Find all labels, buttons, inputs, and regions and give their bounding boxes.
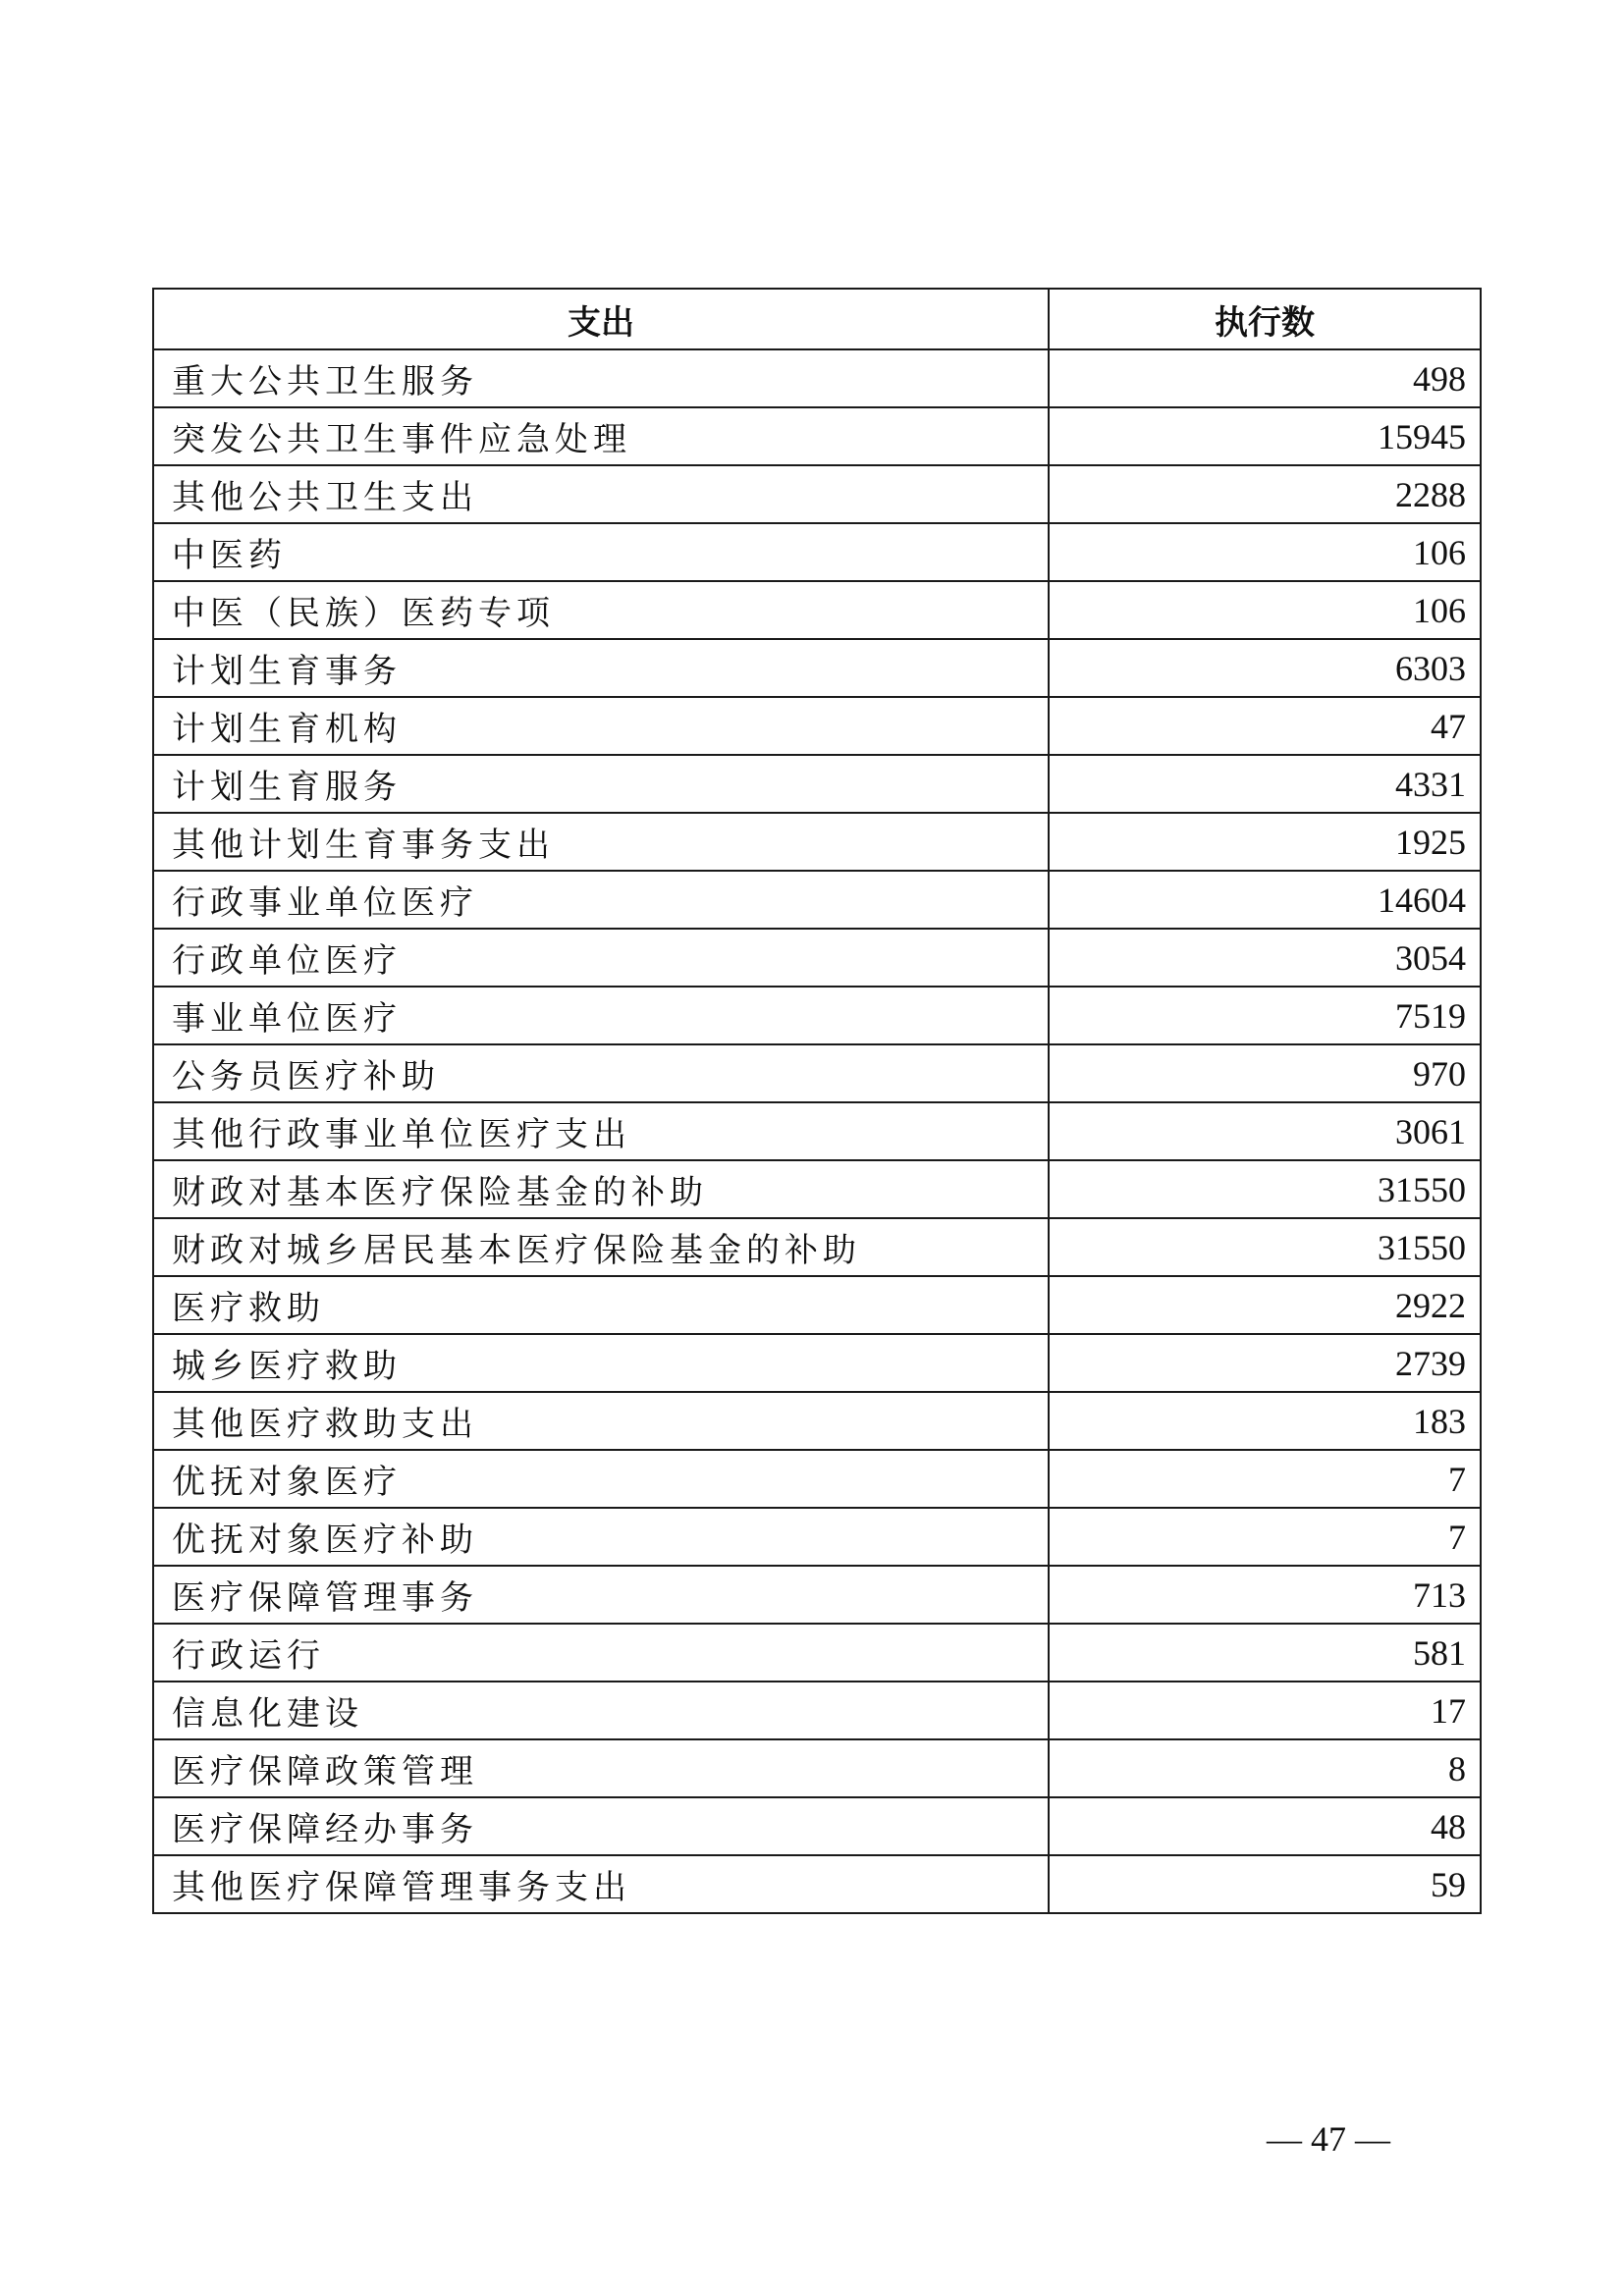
table-row — [153, 1160, 1481, 1218]
row-item-name: 重大公共卫生服务 — [153, 349, 1049, 407]
table-row — [153, 871, 1481, 929]
row-item-value: 31550 — [1049, 1218, 1481, 1276]
row-item-name: 行政事业单位医疗 — [153, 871, 1049, 929]
row-item-name: 计划生育服务 — [153, 755, 1049, 813]
table-row — [153, 1682, 1481, 1739]
table-header-row — [153, 289, 1481, 349]
expenditure-table-container — [152, 288, 1480, 1914]
row-item-value: 47 — [1049, 697, 1481, 755]
row-item-value: 106 — [1049, 581, 1481, 639]
row-item-name: 其他公共卫生支出 — [153, 465, 1049, 523]
row-item-name: 其他医疗保障管理事务支出 — [153, 1855, 1049, 1913]
row-item-value: 2922 — [1049, 1276, 1481, 1334]
row-item-name: 优抚对象医疗补助 — [153, 1508, 1049, 1566]
row-item-value: 8 — [1049, 1739, 1481, 1797]
row-item-value: 14604 — [1049, 871, 1481, 929]
table-row — [153, 1450, 1481, 1508]
row-item-value: 7519 — [1049, 987, 1481, 1044]
table-row — [153, 755, 1481, 813]
table-row — [153, 465, 1481, 523]
table-row — [153, 1102, 1481, 1160]
row-item-value: 3061 — [1049, 1102, 1481, 1160]
row-item-name: 事业单位医疗 — [153, 987, 1049, 1044]
row-item-value: 17 — [1049, 1682, 1481, 1739]
row-item-name: 医疗救助 — [153, 1276, 1049, 1334]
row-item-name: 医疗保障政策管理 — [153, 1739, 1049, 1797]
row-item-value: 7 — [1049, 1450, 1481, 1508]
row-item-value: 2739 — [1049, 1334, 1481, 1392]
row-item-name: 行政运行 — [153, 1624, 1049, 1682]
table-row — [153, 581, 1481, 639]
row-item-value: 31550 — [1049, 1160, 1481, 1218]
row-item-value: 2288 — [1049, 465, 1481, 523]
row-item-value: 1925 — [1049, 813, 1481, 871]
row-item-value: 183 — [1049, 1392, 1481, 1450]
row-item-name: 财政对城乡居民基本医疗保险基金的补助 — [153, 1218, 1049, 1276]
row-item-value: 6303 — [1049, 639, 1481, 697]
table-row — [153, 1566, 1481, 1624]
row-item-value: 48 — [1049, 1797, 1481, 1855]
row-item-name: 信息化建设 — [153, 1682, 1049, 1739]
row-item-value: 713 — [1049, 1566, 1481, 1624]
row-item-value: 3054 — [1049, 929, 1481, 987]
row-item-name: 其他医疗救助支出 — [153, 1392, 1049, 1450]
row-item-name: 医疗保障管理事务 — [153, 1566, 1049, 1624]
table-row — [153, 1739, 1481, 1797]
table-row — [153, 639, 1481, 697]
expenditure-table — [152, 288, 1482, 1914]
row-item-value: 106 — [1049, 523, 1481, 581]
row-item-name: 突发公共卫生事件应急处理 — [153, 407, 1049, 465]
row-item-name: 其他行政事业单位医疗支出 — [153, 1102, 1049, 1160]
table-row — [153, 1218, 1481, 1276]
table-row — [153, 349, 1481, 407]
row-item-name: 计划生育机构 — [153, 697, 1049, 755]
table-row — [153, 407, 1481, 465]
table-row — [153, 987, 1481, 1044]
row-item-name: 医疗保障经办事务 — [153, 1797, 1049, 1855]
row-item-value: 4331 — [1049, 755, 1481, 813]
row-item-value: 970 — [1049, 1044, 1481, 1102]
row-item-name: 财政对基本医疗保险基金的补助 — [153, 1160, 1049, 1218]
row-item-value: 59 — [1049, 1855, 1481, 1913]
table-row — [153, 813, 1481, 871]
row-item-name: 其他计划生育事务支出 — [153, 813, 1049, 871]
table-row — [153, 1276, 1481, 1334]
row-item-name: 优抚对象医疗 — [153, 1450, 1049, 1508]
row-item-value: 7 — [1049, 1508, 1481, 1566]
row-item-name: 城乡医疗救助 — [153, 1334, 1049, 1392]
row-item-name: 行政单位医疗 — [153, 929, 1049, 987]
row-item-name: 中医（民族）医药专项 — [153, 581, 1049, 639]
page-number: — 47 — — [1267, 2119, 1390, 2159]
table-row — [153, 1508, 1481, 1566]
row-item-value: 15945 — [1049, 407, 1481, 465]
header-expenditure: 支出 — [153, 289, 1049, 349]
table-row — [153, 929, 1481, 987]
table-row — [153, 1392, 1481, 1450]
table-row — [153, 523, 1481, 581]
table-row — [153, 1044, 1481, 1102]
row-item-name: 中医药 — [153, 523, 1049, 581]
table-row — [153, 697, 1481, 755]
table-row — [153, 1334, 1481, 1392]
row-item-value: 498 — [1049, 349, 1481, 407]
table-row — [153, 1624, 1481, 1682]
row-item-name: 计划生育事务 — [153, 639, 1049, 697]
table-row — [153, 1797, 1481, 1855]
table-row — [153, 1855, 1481, 1913]
header-executed-amount: 执行数 — [1049, 289, 1481, 349]
row-item-name: 公务员医疗补助 — [153, 1044, 1049, 1102]
row-item-value: 581 — [1049, 1624, 1481, 1682]
